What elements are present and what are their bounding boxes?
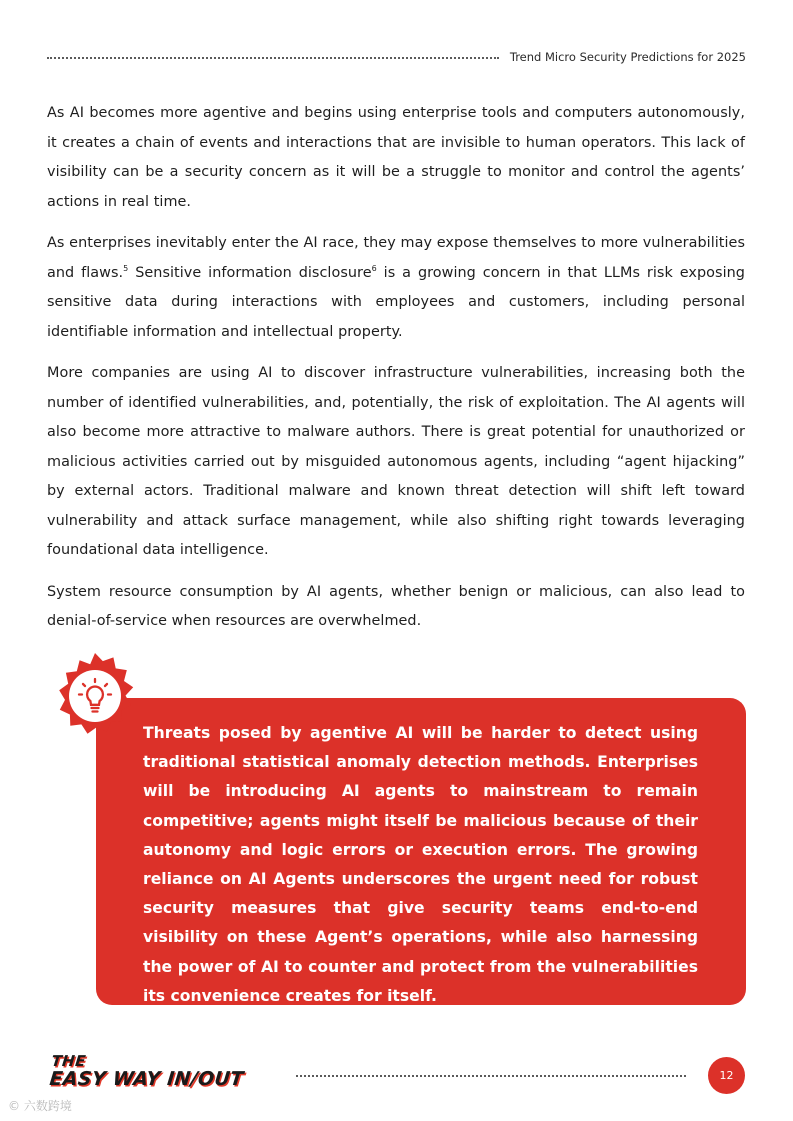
lightbulb-icon — [50, 651, 140, 741]
body-text — [47, 99, 745, 649]
paragraph-2 — [47, 229, 745, 347]
callout-text: Threats posed by agentive AI will be harder to detect using traditional statistical anomaly detection methods. Enterprises will be introducing AI agents to mainstream to remain competitive; agents might itself be malicious because of their autonomy and logic errors or execution errors. The growing reliance on AI Agents underscores the urgent need for robust security measures that give security teams end-to-end visibility on these Agent’s operations, while also harnessing the power of AI to counter and protect from the vulnerabilities its convenience creates for itself. — [143, 724, 698, 1005]
paragraph-2-part-a: As enterprises inevitably enter the AI race, they may expose themselves to more vulnerabilities and flaws. — [47, 235, 745, 281]
watermark: © 六数跨境 — [8, 1099, 72, 1113]
footer-divider — [296, 1075, 686, 1077]
paragraph-2-part-c: is a growing concern in that LLMs risk exposing sensitive data during interactions with employees and customers, including personal identifiable information and intellectual property. — [47, 264, 745, 340]
logo-line-2: EASY WAY IN/OUT — [48, 1068, 245, 1090]
paragraph-2-part-b: Sensitive information disclosure — [128, 264, 372, 281]
logo-line-1: THE — [50, 1052, 87, 1070]
paragraph-4: System resource consumption by AI agents, whether benign or malicious, can also lead to denial-of-service when resources are overwhelmed. — [47, 583, 745, 629]
running-header: Trend Micro Security Predictions for 2025 — [509, 50, 746, 64]
callout-box — [96, 698, 746, 1005]
header-divider — [47, 57, 499, 59]
paragraph-1: As AI becomes more agentive and begins using enterprise tools and computers autonomously, it creates a chain of events and interactions that are invisible to human operators. This lack of visibility can be a security concern as it will be a struggle to monitor and control the agents’ actions in real time. — [47, 105, 745, 210]
paragraph-3: More companies are using AI to discover infrastructure vulnerabilities, increasing both the number of identified vulnerabilities, and, potentially, the risk of exploitation. The AI agents will also become more attractive to malware authors. There is great potential for unauthorized or malicious activities carried out by misguided autonomous agents, including “agent hijacking” by external actors. Traditional malware and known threat detection will shift left toward vulnerability and attack surface management, while also shifting right towards leveraging foundational data intelligence. — [47, 365, 745, 558]
footnote-ref-6[interactable]: 6 — [371, 263, 377, 273]
page-number-badge: 12 — [708, 1057, 745, 1094]
footnote-ref-5[interactable]: 5 — [123, 263, 129, 273]
easy-way-logo — [48, 1054, 282, 1096]
